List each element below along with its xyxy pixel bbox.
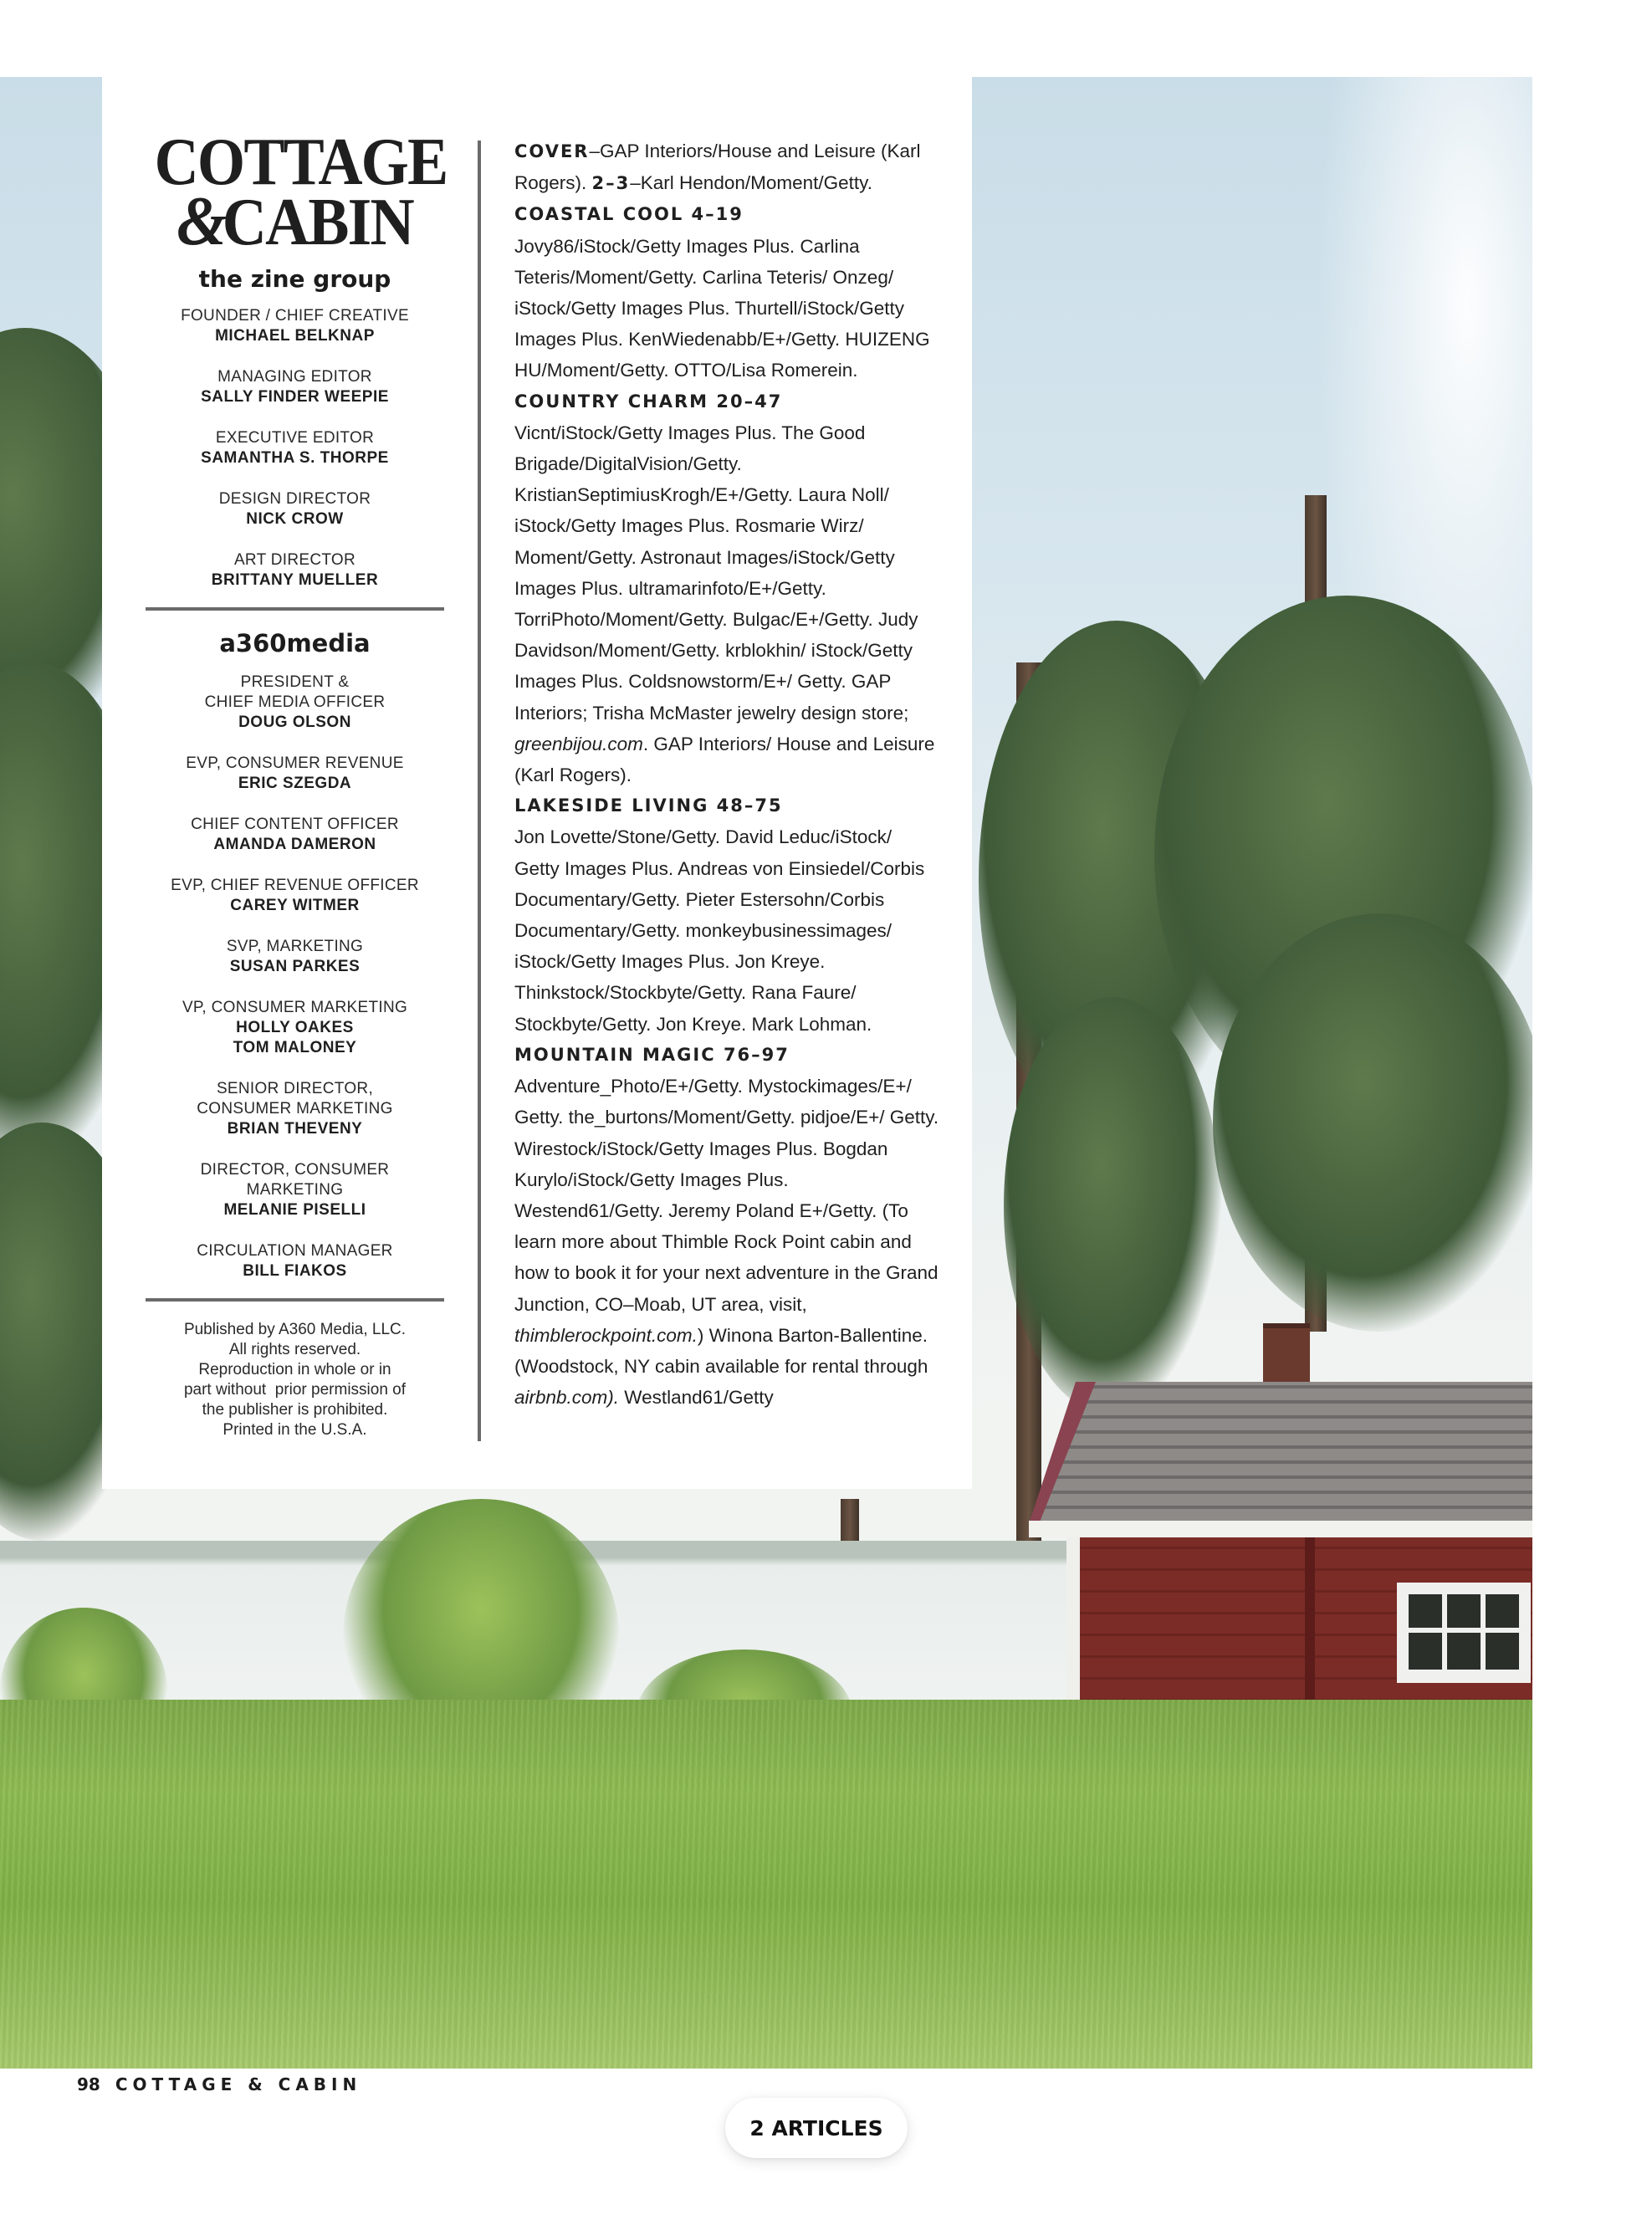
section-heading: COUNTRY CHARM 20–47 — [514, 391, 783, 412]
divider — [146, 1298, 444, 1302]
articles-button-label: 2 ARTICLES — [749, 2115, 883, 2140]
staff-entry — [142, 367, 448, 407]
window-pane — [1447, 1633, 1481, 1670]
staff-title: CHIEF CONTENT OFFICER — [191, 816, 399, 834]
photo-credits — [514, 136, 941, 1413]
tiled-roof — [1029, 1382, 1532, 1524]
staff-name: BILL FIAKOS — [243, 1262, 347, 1281]
staff-title: MANAGING EDITOR — [217, 368, 372, 386]
staff-title: EXECUTIVE EDITOR — [215, 429, 375, 448]
credit-cover — [514, 136, 941, 199]
column-divider — [478, 141, 481, 1441]
window-pane — [1486, 1594, 1519, 1628]
logo-ampersand: & — [176, 182, 222, 260]
credit-link-text: greenbijou.com — [514, 733, 643, 754]
legal-line: Printed in the U.S.A. — [222, 1421, 367, 1440]
window-pane — [1409, 1633, 1442, 1670]
staff-entry — [142, 306, 448, 346]
staff-title: CIRCULATION MANAGER — [197, 1242, 393, 1261]
staff-entry — [142, 1241, 448, 1281]
staff-title: SVP, MARKETING — [226, 938, 364, 956]
staff-name: HOLLY OAKES — [236, 1019, 354, 1037]
staff-title: FOUNDER / CHIEF CREATIVE — [181, 307, 409, 325]
staff-name: BRIAN THEVENY — [227, 1120, 363, 1138]
staff-entry — [142, 754, 448, 794]
window-pane — [1447, 1594, 1481, 1628]
staff-entry — [142, 550, 448, 591]
staff-list-zine-group — [142, 306, 448, 591]
logo-line-1: COTTAGE — [154, 125, 448, 199]
masthead — [142, 125, 448, 1440]
logo-line-2 — [155, 182, 436, 260]
credit-text: Westland61/Getty — [619, 1387, 774, 1409]
section-heading: COASTAL COOL 4–19 — [514, 204, 744, 225]
staff-entry — [142, 673, 448, 733]
section-credits — [514, 417, 941, 790]
staff-entry — [142, 937, 448, 977]
staff-entry — [142, 489, 448, 529]
staff-entry — [142, 1079, 448, 1139]
staff-entry — [142, 428, 448, 468]
staff-title: VP, CONSUMER MARKETING — [182, 999, 408, 1017]
staff-title: ART DIRECTOR — [233, 551, 356, 570]
staff-entry — [142, 1160, 448, 1220]
staff-list-a360media — [142, 673, 448, 1281]
cabin-post — [1305, 1537, 1315, 1723]
folio-magazine-name: COTTAGE & CABIN — [115, 2074, 362, 2094]
group-name: the zine group — [198, 265, 391, 294]
cabin-window — [1397, 1583, 1531, 1683]
page-number: 98 — [77, 2074, 100, 2094]
section-heading: MOUNTAIN MAGIC 76–97 — [514, 1044, 790, 1065]
staff-title: CHIEF MEDIA OFFICER — [204, 693, 386, 712]
staff-title: EVP, CHIEF REVENUE OFFICER — [171, 877, 419, 895]
section-heading: LAKESIDE LIVING 48–75 — [514, 795, 783, 816]
legal-line: Reproduction in whole or in — [198, 1361, 391, 1379]
staff-name: TOM MALONEY — [233, 1039, 357, 1057]
credit-text: –GAP Interiors/House and Leisure (Karl Rogers). — [514, 141, 921, 194]
page-margin-right — [1532, 0, 1652, 2235]
staff-name: MELANIE PISELLI — [223, 1201, 366, 1220]
staff-title: SENIOR DIRECTOR, — [216, 1080, 374, 1098]
staff-name: NICK CROW — [246, 510, 344, 529]
staff-title: CONSUMER MARKETING — [197, 1100, 393, 1118]
staff-name: AMANDA DAMERON — [213, 836, 376, 854]
staff-name: SAMANTHA S. THORPE — [201, 449, 389, 468]
divider — [146, 607, 444, 611]
red-cabin — [1029, 1307, 1532, 1741]
staff-title: MARKETING — [246, 1181, 344, 1199]
credit-text: Adventure_Photo/E+/Getty. Mystockimages/E+/ Getty. the_burtons/Moment/Getty. pidjoe/E+/ Getty. Wirestock/iStock/Getty Images Plus. Bogdan Kurylo/iStock/Getty Images Plus. Westend61/Getty. Jeremy Poland E+/Getty. (To learn more about Thimble Rock Point cabin and how to book it for your next adventure in the Grand Junction, CO–Moab, UT area, visit, — [514, 1076, 939, 1315]
page-folio — [77, 2074, 361, 2094]
staff-name: BRITTANY MUELLER — [211, 571, 379, 590]
section-credits — [514, 1071, 941, 1413]
credit-link-text: airbnb.com). — [514, 1387, 620, 1409]
credit-text: –Karl Hendon/Moment/Getty. — [630, 172, 872, 194]
legal-line: the publisher is prohibited. — [202, 1401, 388, 1419]
window-pane — [1486, 1633, 1519, 1670]
credit-label-spread: 2–3 — [591, 173, 631, 194]
staff-entry — [142, 876, 448, 916]
legal-line: Published by A360 Media, LLC. — [183, 1321, 407, 1339]
section-credits: Jon Lovette/Stone/Getty. David Leduc/iStock/ Getty Images Plus. Andreas von Einsiedel/Corbis Documentary/Getty. Pieter Estersohn/Corbis Documentary/Getty. monkeybusinessimages/ iStock/Getty Images Plus. Jon Kreye. Thinkstock/Stockbyte/Getty. Rana Faure/ Stockbyte/Getty. Jon Kreye. Mark Lohman. — [514, 826, 925, 1035]
section-credits: Jovy86/iStock/Getty Images Plus. Carlina Teteris/Moment/Getty. Carlina Teteris/ Onzeg/ iStock/Getty Images Plus. Thurtell/iStock/Getty Images Plus. KenWiedenabb/E+/Getty. HUIZENG HU/Moment/Getty. OTTO/Lisa Romerein. — [514, 235, 930, 381]
credit-label-cover: COVER — [514, 141, 590, 161]
staff-name: ERIC SZEGDA — [238, 775, 352, 793]
staff-title: DIRECTOR, CONSUMER — [200, 1161, 390, 1179]
articles-button[interactable] — [725, 2098, 908, 2158]
staff-title: EVP, CONSUMER REVENUE — [186, 754, 404, 773]
cabin-corner-trim — [1066, 1537, 1080, 1723]
legal-notice — [142, 1320, 448, 1440]
staff-name: CAREY WITMER — [230, 897, 360, 915]
staff-entry — [142, 998, 448, 1058]
credit-text: ) Winona Barton-Ballentine. (Woodstock, NY cabin available for rental through — [514, 1324, 928, 1377]
logo-word-cabin: CABIN — [222, 185, 413, 259]
cottage-cabin-logo — [142, 125, 448, 260]
company-name: a360media — [219, 629, 371, 658]
staff-name: SALLY FINDER WEEPIE — [201, 388, 389, 407]
roof-fascia — [1029, 1521, 1532, 1537]
staff-name: DOUG OLSON — [238, 713, 351, 732]
lawn — [0, 1700, 1532, 2069]
staff-entry — [142, 815, 448, 855]
staff-name: SUSAN PARKES — [229, 958, 361, 976]
credit-link-text: thimblerockpoint.com. — [514, 1324, 698, 1346]
staff-name: MICHAEL BELKNAP — [215, 327, 375, 345]
credit-text: . GAP Interiors/ House and Leisure (Karl Rogers). — [514, 733, 935, 786]
legal-line: part without prior permission of — [183, 1381, 407, 1399]
credit-text: Vicnt/iStock/Getty Images Plus. The Good Brigade/DigitalVision/Getty. KristianSeptimiusKrogh/E+/Getty. Laura Noll/ iStock/Getty Images Plus. Rosmarie Wirz/ Moment/Getty. Astronaut Images/iStock/Getty Images Plus. ultramarinfoto/E+/Getty. TorriPhoto/Moment/Getty. Bulgac/E+/Getty. Judy Davidson/Moment/Getty. krblokhin/ iStock/Getty Images Plus. Coldsnowstorm/E+/ Getty. GAP Interiors; Trisha McMaster jewelry design store; — [514, 422, 918, 724]
staff-title: PRESIDENT & — [240, 673, 350, 692]
staff-title: DESIGN DIRECTOR — [218, 490, 371, 509]
pine-tree — [1213, 913, 1532, 1332]
legal-line: All rights reserved. — [228, 1341, 361, 1359]
window-pane — [1409, 1594, 1442, 1628]
